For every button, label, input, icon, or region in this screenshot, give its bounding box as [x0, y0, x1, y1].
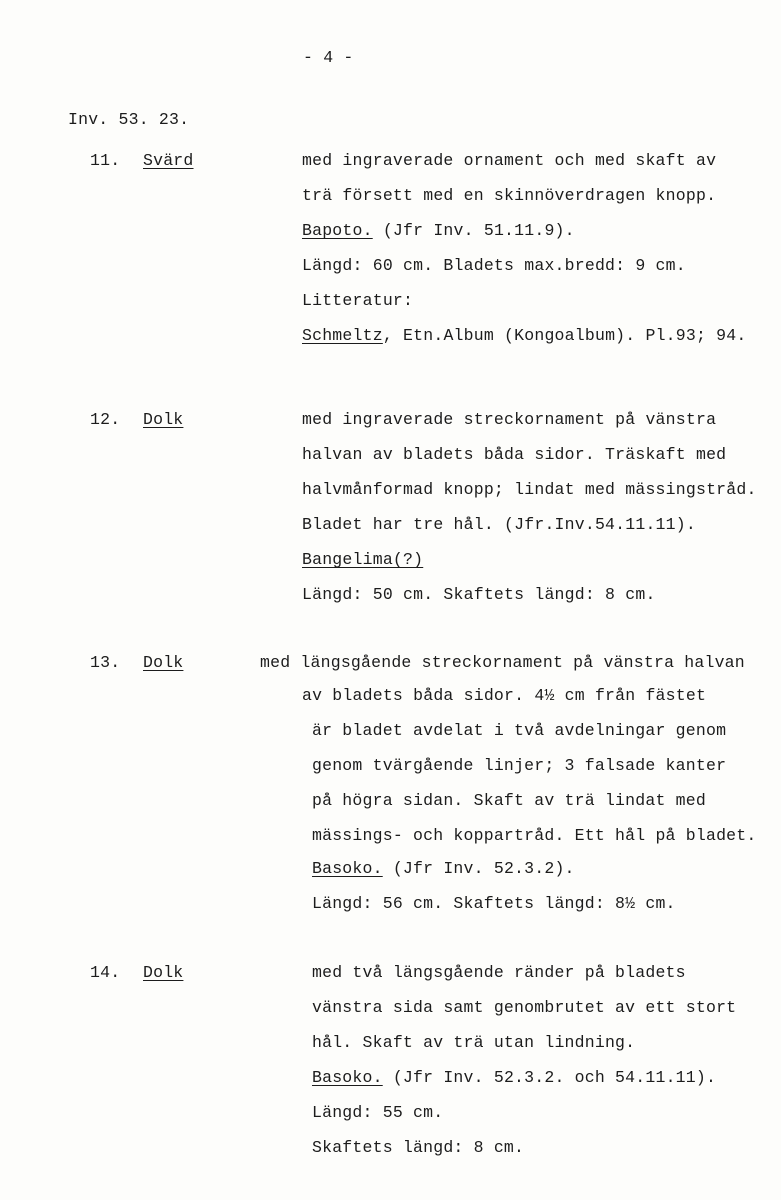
- measurements: Längd: 55 cm.: [312, 1103, 444, 1122]
- entry-number: 11.: [90, 151, 121, 170]
- page-number: - 4 -: [303, 48, 354, 67]
- description-line: med ingraverade streckornament på vänstra: [302, 410, 717, 429]
- literature-reference: [302, 326, 747, 345]
- description-line: trä försett med en skinnöverdragen knopp.: [302, 186, 717, 205]
- provenance-line: [312, 859, 575, 878]
- measurements: Längd: 50 cm. Skaftets längd: 8 cm.: [302, 585, 656, 604]
- description-line: Bladet har tre hål. (Jfr.Inv.54.11.11).: [302, 515, 696, 534]
- place-name: Bangelima(?): [302, 550, 424, 569]
- description-line: med ingraverade ornament och med skaft av: [302, 151, 717, 170]
- entry-name: Svärd: [143, 151, 194, 170]
- entry-name: Dolk: [143, 963, 184, 982]
- description-line: mässings- och koppartråd. Ett hål på bladet.: [312, 826, 757, 845]
- entry-number: 14.: [90, 963, 121, 982]
- literature-author: Schmeltz: [302, 326, 383, 345]
- description-line: med två längsgående ränder på bladets: [312, 963, 686, 982]
- literature-title: , Etn.Album (Kongoalbum). Pl.93; 94.: [382, 326, 747, 345]
- description-line: halvan av bladets båda sidor. Träskaft med: [302, 445, 727, 464]
- description-line: hål. Skaft av trä utan lindning.: [312, 1033, 636, 1052]
- description-line: genom tvärgående linjer; 3 falsade kanter: [312, 756, 727, 775]
- entry-name: Dolk: [143, 410, 184, 429]
- description-line: av bladets båda sidor. 4½ cm från fästet: [302, 686, 707, 705]
- cross-reference: (Jfr Inv. 52.3.2).: [382, 859, 575, 878]
- description-line: halvmånformad knopp; lindat med mässingstråd.: [302, 480, 757, 499]
- provenance-line: [302, 221, 575, 240]
- place-name: Bapoto.: [302, 221, 373, 240]
- measurements: Längd: 56 cm. Skaftets längd: 8½ cm.: [312, 894, 676, 913]
- description-line: på högra sidan. Skaft av trä lindat med: [312, 791, 706, 810]
- place-name: Basoko.: [312, 1068, 383, 1087]
- cross-reference: (Jfr Inv. 51.11.9).: [372, 221, 575, 240]
- entry-number: 13.: [90, 653, 121, 672]
- measurements-handle: Skaftets längd: 8 cm.: [312, 1138, 525, 1157]
- place-name: Basoko.: [312, 859, 383, 878]
- description-line: vänstra sida samt genombrutet av ett stort: [312, 998, 737, 1017]
- description-line: med längsgående streckornament på vänstra halvan: [260, 653, 745, 672]
- entry-number: 12.: [90, 410, 121, 429]
- measurements: Längd: 60 cm. Bladets max.bredd: 9 cm.: [302, 256, 686, 275]
- literature-label: Litteratur:: [302, 291, 414, 310]
- cross-reference: (Jfr Inv. 52.3.2. och 54.11.11).: [382, 1068, 717, 1087]
- provenance-line: [312, 1068, 716, 1087]
- entry-name: Dolk: [143, 653, 184, 672]
- inventory-header: Inv. 53. 23.: [68, 110, 190, 129]
- description-line: är bladet avdelat i två avdelningar genom: [312, 721, 727, 740]
